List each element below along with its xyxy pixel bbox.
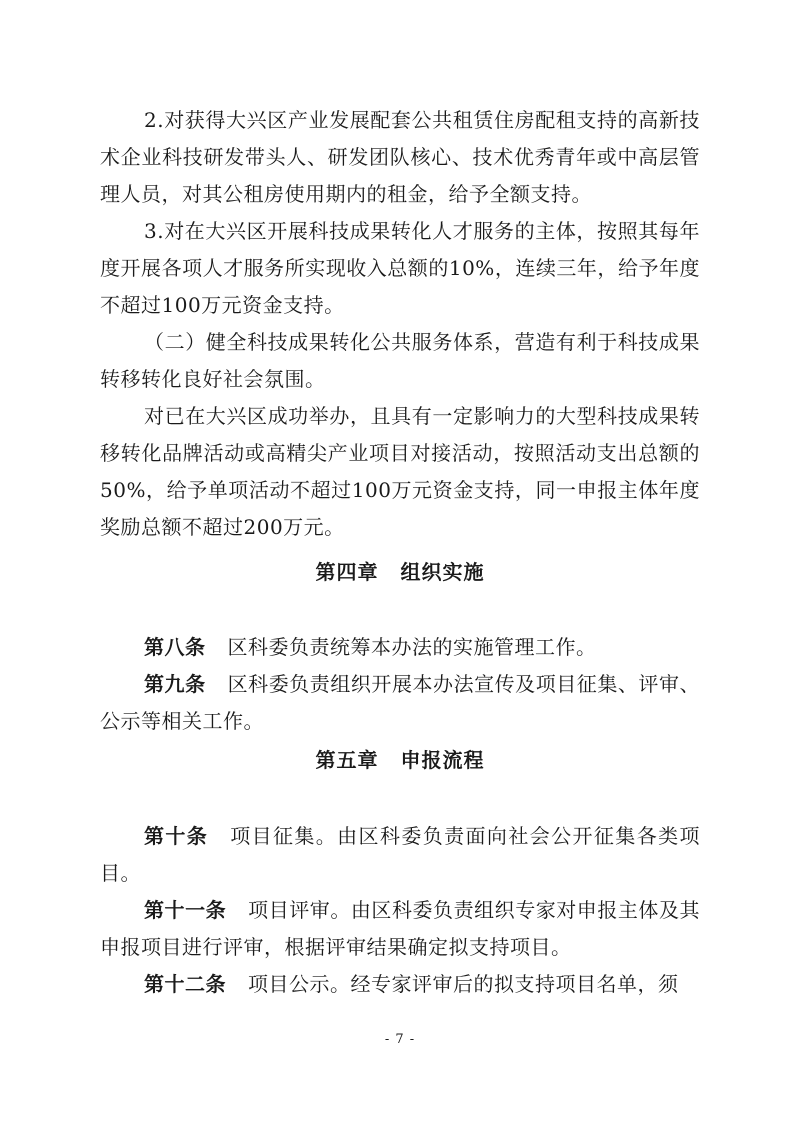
article-12-text: 项目公示。经专家评审后的拟支持项目名单，须 <box>248 972 679 996</box>
chapter-4-number: 第四章 <box>315 560 379 584</box>
article-12-label: 第十二条 <box>144 972 226 996</box>
section-heading-2: （二）健全科技成果转化公共服务体系，营造有利于科技成果转移转化良好社会氛围。 <box>100 330 700 391</box>
article-9-label: 第九条 <box>144 672 206 696</box>
chapter-5-heading <box>100 745 700 775</box>
article-8-text: 区科委负责统筹本办法的实施管理工作。 <box>227 635 597 659</box>
article-9 <box>100 666 700 740</box>
article-11 <box>100 892 700 966</box>
chapter-4-title: 组织实施 <box>400 560 485 584</box>
chapter-4-heading <box>100 557 700 587</box>
article-9-text: 区科委负责组织开展本办法宣传及项目征集、评审、公示等相关工作。 <box>100 672 701 733</box>
article-11-text: 项目评审。由区科委负责组织专家对申报主体及其申报项目进行评审，根据评审结果确定拟支持项目。 <box>100 898 701 959</box>
page-number: - 7 - <box>384 1032 416 1047</box>
article-10-label: 第十条 <box>144 824 209 848</box>
article-10 <box>100 818 700 892</box>
article-12 <box>100 966 700 1003</box>
article-8-label: 第八条 <box>144 635 206 659</box>
paragraph-item-2: 2.对获得大兴区产业发展配套公共租赁住房配租支持的高新技术企业科技研发带头人、研发团队核心、技术优秀青年或中高层管理人员，对其公租房使用期内的租金，给予全额支持。 <box>100 108 700 206</box>
article-8 <box>100 629 700 666</box>
article-10-text: 项目征集。由区科委负责面向社会公开征集各类项目。 <box>100 824 700 885</box>
chapter-5-title: 申报流程 <box>400 748 485 772</box>
section-2-body: 对已在大兴区成功举办，且具有一定影响力的大型科技成果转移转化品牌活动或高精尖产业项目对接活动，按照活动支出总额的50%，给予单项活动不超过100万元资金支持，同一申报主体年度奖励总额不超过200万元。 <box>100 404 700 539</box>
paragraph-item-3: 3.对在大兴区开展科技成果转化人才服务的主体，按照其每年度开展各项人才服务所实现收入总额的10%，连续三年，给予年度不超过100万元资金支持。 <box>100 219 700 317</box>
article-11-label: 第十一条 <box>144 898 227 922</box>
chapter-5-number: 第五章 <box>315 748 379 772</box>
